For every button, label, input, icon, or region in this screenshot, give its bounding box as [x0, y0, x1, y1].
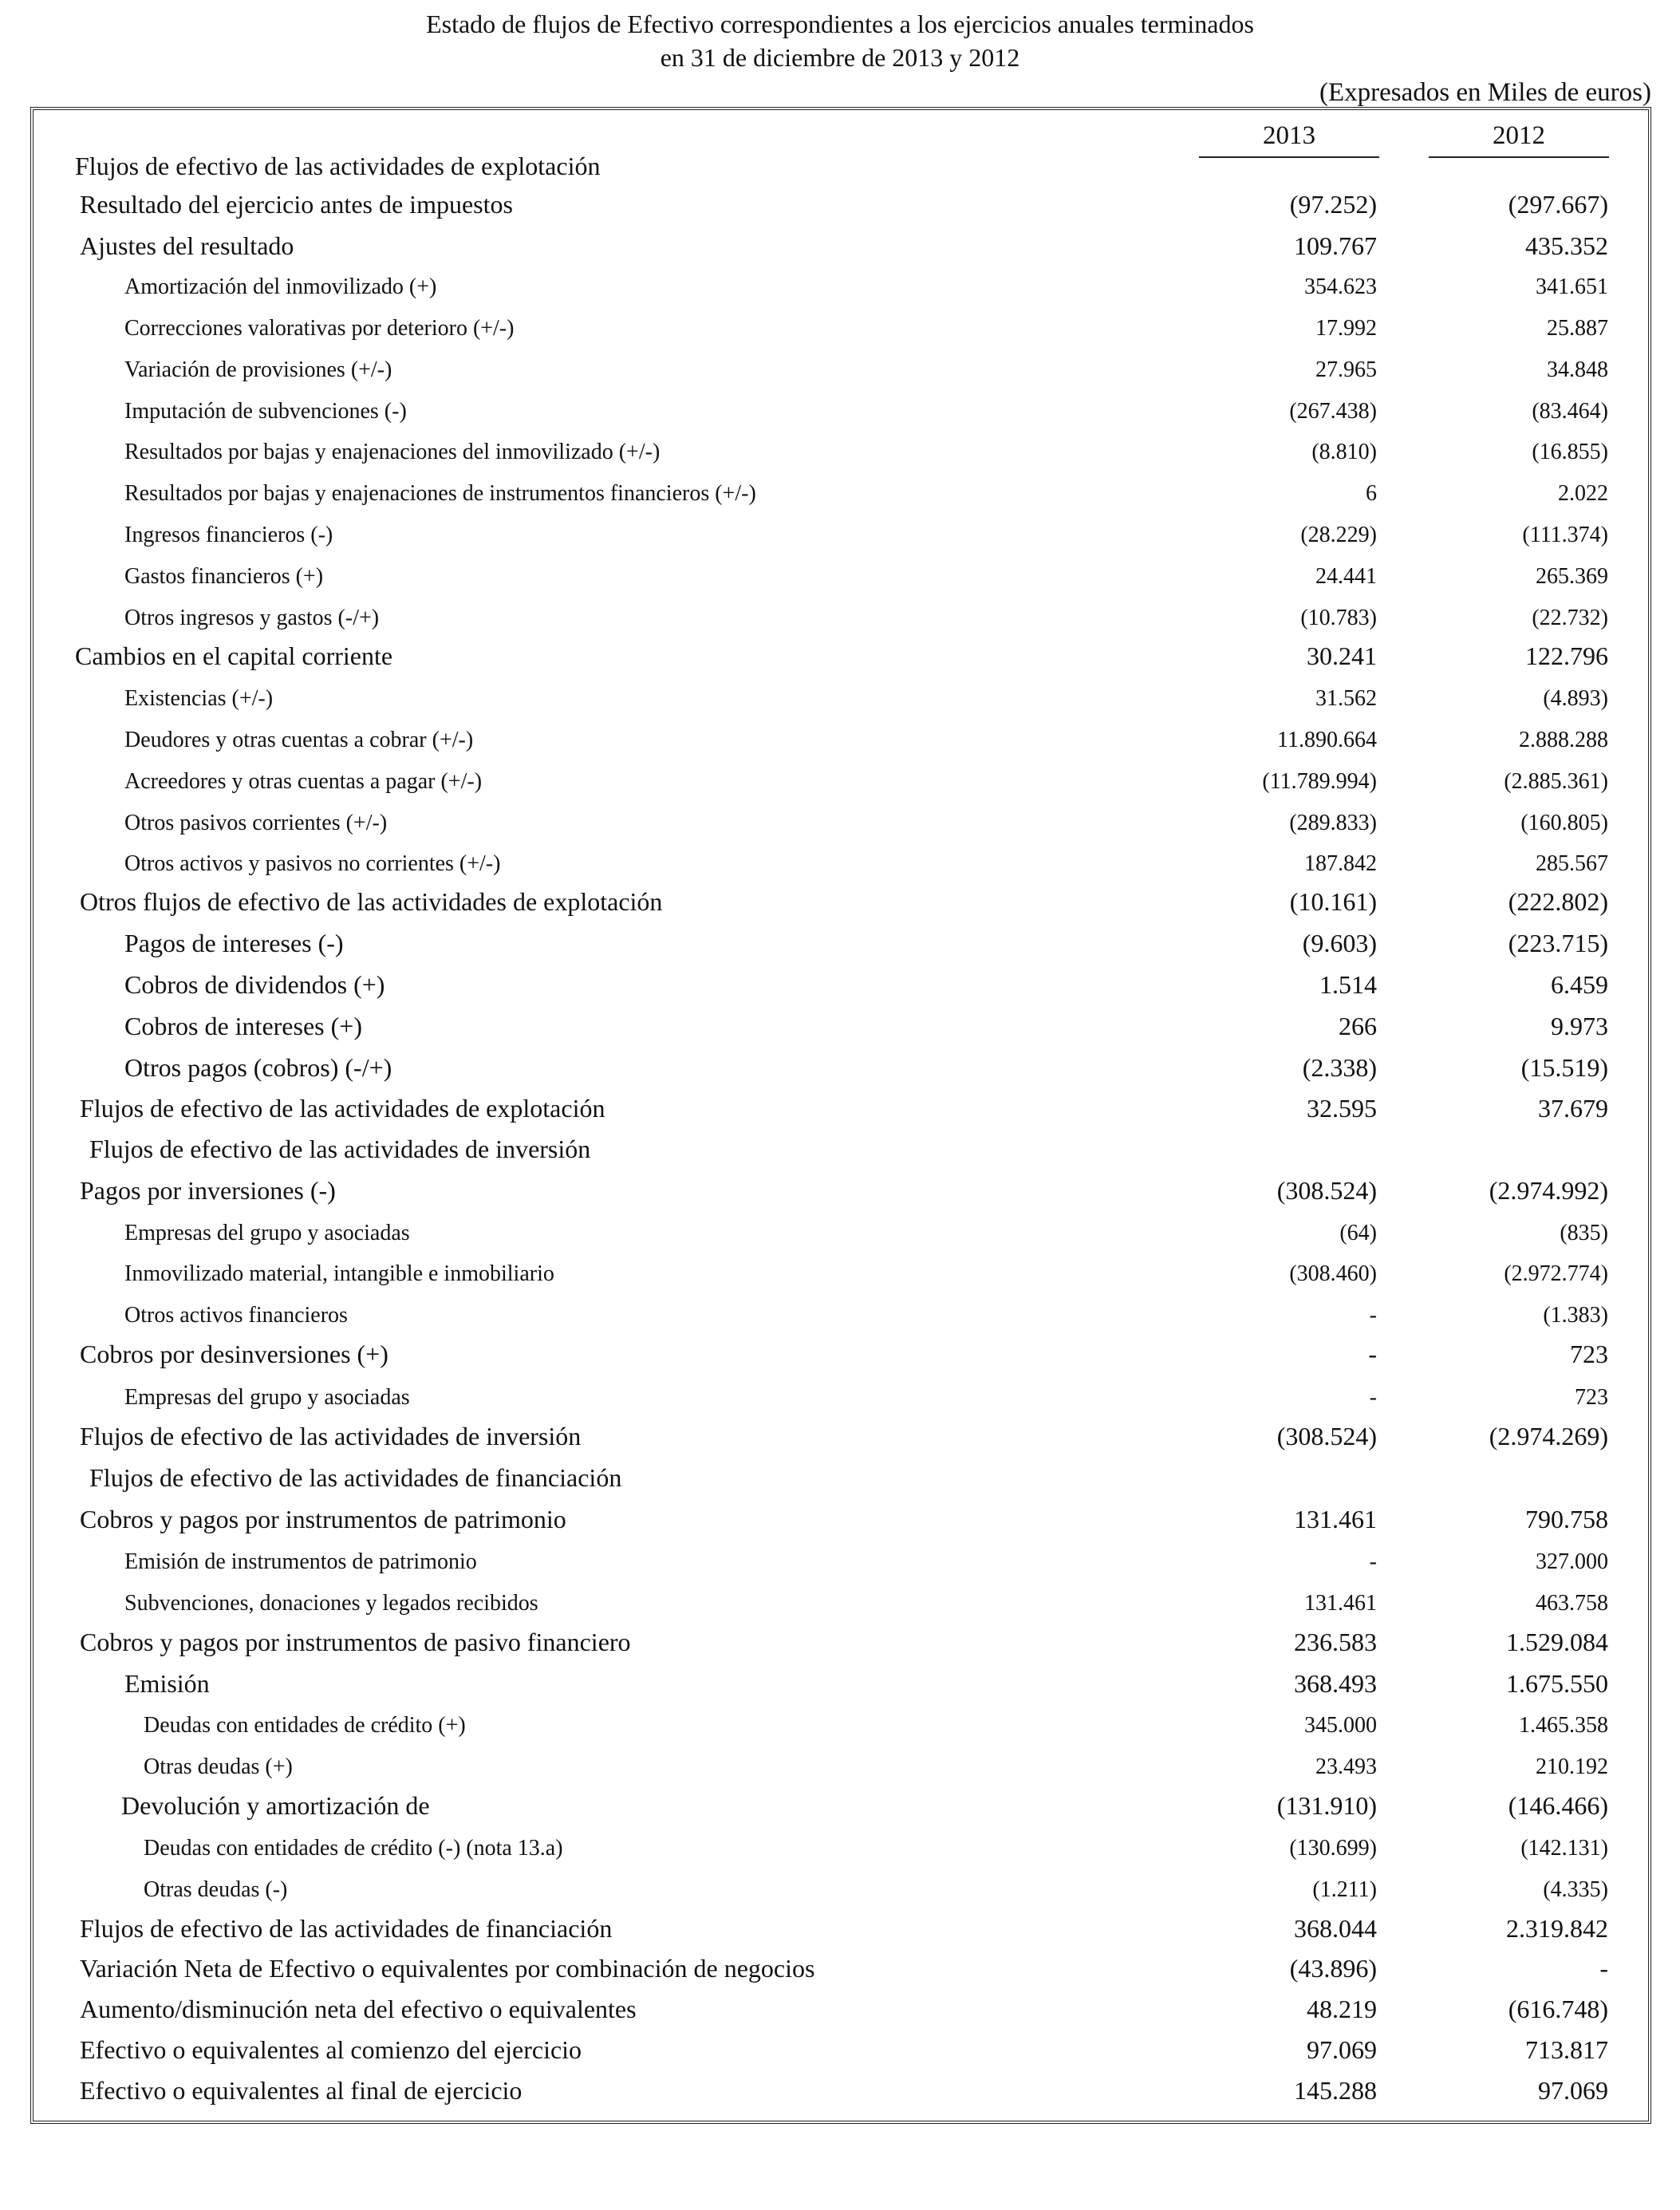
value-2012: 463.758: [1536, 1591, 1608, 1616]
value-2012: 723: [1570, 1340, 1608, 1368]
row-label: Gastos financieros (+): [124, 564, 324, 589]
value-2012: 25.887: [1547, 316, 1608, 341]
value-2012: 1.675.550: [1506, 1669, 1608, 1698]
row-label: Subvenciones, donaciones y legados recibidos: [124, 1591, 538, 1616]
table-row: [0, 600, 1680, 637]
row-label: Variación de provisiones (+/-): [124, 357, 392, 382]
column-header-2013: 2013: [1263, 121, 1315, 150]
table-row: [0, 1665, 1680, 1702]
table-row: [0, 1544, 1680, 1581]
table-row: [0, 186, 1680, 223]
value-2012: (835): [1560, 1221, 1608, 1245]
value-2013: (28.229): [1300, 523, 1377, 547]
value-2012: 327.000: [1536, 1549, 1608, 1574]
value-2012: (146.466): [1508, 1791, 1608, 1820]
table-row: [0, 846, 1680, 882]
value-2013: -: [1369, 1303, 1377, 1328]
value-2012: 6.459: [1551, 970, 1608, 999]
row-label: Pagos de intereses (-): [124, 929, 344, 957]
row-label: Cobros y pagos por instrumentos de pasivo financiero: [80, 1628, 631, 1656]
value-2013: 368.044: [1294, 1914, 1377, 1943]
value-2012: 9.973: [1551, 1012, 1608, 1040]
value-2012: (4.335): [1543, 1877, 1608, 1902]
value-2012: (616.748): [1508, 1995, 1608, 2023]
table-row: [0, 1787, 1680, 1824]
table-row: [0, 2072, 1680, 2109]
row-label: Emisión de instrumentos de patrimonio: [124, 1549, 477, 1574]
table-row: [0, 269, 1680, 306]
value-2012: 2.888.288: [1519, 728, 1608, 752]
value-2012: (2.885.361): [1504, 769, 1608, 794]
value-2012: (22.732): [1532, 606, 1608, 630]
table-row: [0, 517, 1680, 554]
table-row: [0, 148, 1680, 184]
table-row: [0, 227, 1680, 264]
row-label: Resultado del ejercicio antes de impuestos: [80, 190, 513, 219]
value-2012: 2.319.842: [1506, 1914, 1608, 1943]
value-2012: (83.464): [1532, 399, 1608, 424]
row-label: Variación Neta de Efectivo o equivalentes por combinación de negocios: [80, 1954, 815, 1983]
table-row: [0, 310, 1680, 347]
table-row: [0, 1090, 1680, 1127]
value-2012: 790.758: [1525, 1505, 1608, 1533]
value-2013: 131.461: [1294, 1505, 1377, 1533]
table-row: [0, 681, 1680, 717]
table-row: [0, 1459, 1680, 1496]
row-label: Resultados por bajas y enajenaciones de instrumentos financieros (+/-): [124, 481, 756, 506]
value-2013: -: [1369, 1385, 1377, 1410]
value-2012: 713.817: [1525, 2035, 1608, 2064]
value-2012: 265.369: [1536, 564, 1608, 589]
value-2013: 17.992: [1315, 316, 1377, 341]
value-2013: 131.461: [1304, 1591, 1377, 1616]
value-2013: (289.833): [1289, 811, 1377, 835]
table-row: [0, 764, 1680, 800]
row-label: Otros activos financieros: [124, 1303, 348, 1328]
value-2013: 145.288: [1294, 2076, 1377, 2105]
value-2012: (16.855): [1532, 440, 1608, 464]
row-label: Flujos de efectivo de las actividades de financiación: [80, 1914, 613, 1943]
table-row: [0, 1379, 1680, 1416]
value-2013: -: [1369, 1549, 1377, 1574]
row-label: Flujos de efectivo de las actividades de financiación: [89, 1463, 622, 1492]
table-row: [0, 1910, 1680, 1947]
value-2012: (1.383): [1543, 1303, 1608, 1328]
value-2012: (160.805): [1520, 811, 1608, 835]
value-2012: 34.848: [1547, 357, 1608, 382]
value-2013: 23.493: [1315, 1754, 1377, 1779]
value-2013: 6: [1366, 481, 1377, 506]
table-row: [0, 1336, 1680, 1372]
table-row: [0, 883, 1680, 920]
value-2013: (11.789.994): [1262, 769, 1377, 794]
value-2012: (297.667): [1508, 190, 1608, 219]
table-row: [0, 966, 1680, 1003]
column-header-2012: 2012: [1493, 121, 1545, 150]
value-2013: 354.623: [1304, 274, 1377, 299]
row-label: Otros pasivos corrientes (+/-): [124, 811, 388, 835]
table-row: [0, 1008, 1680, 1044]
value-2012: 2.022: [1558, 481, 1608, 506]
value-2012: 435.352: [1525, 231, 1608, 260]
value-2013: (64): [1339, 1221, 1377, 1245]
unit-note: (Expresados en Miles de euros): [1319, 78, 1651, 107]
table-row: [0, 1131, 1680, 1167]
table-row: [0, 352, 1680, 389]
value-2013: (130.699): [1289, 1836, 1377, 1861]
row-label: Deudas con entidades de crédito (+): [144, 1713, 466, 1738]
value-2012: (111.374): [1522, 523, 1608, 547]
value-2013: 32.595: [1307, 1094, 1377, 1123]
row-label: Otras deudas (+): [144, 1754, 293, 1779]
value-2013: (131.910): [1276, 1791, 1377, 1820]
row-label: Otras deudas (-): [144, 1877, 288, 1902]
table-row: [0, 1707, 1680, 1744]
table-row: [0, 637, 1680, 674]
table-row: [0, 1585, 1680, 1622]
table-row: [0, 1256, 1680, 1292]
value-2012: (2.974.992): [1489, 1176, 1608, 1205]
value-2012: 723: [1575, 1385, 1608, 1410]
value-2012: (222.802): [1508, 887, 1608, 916]
value-2013: (10.161): [1289, 887, 1377, 916]
row-label: Cobros y pagos por instrumentos de patrimonio: [80, 1505, 566, 1533]
value-2013: (308.524): [1276, 1422, 1377, 1450]
table-row: [0, 1950, 1680, 1987]
value-2013: (308.460): [1289, 1261, 1377, 1286]
value-2012: 1.465.358: [1519, 1713, 1608, 1738]
value-2013: 1.514: [1319, 970, 1377, 999]
statement-title-line2: en 31 de diciembre de 2013 y 2012: [660, 43, 1020, 72]
value-2012: -: [1599, 1954, 1608, 1983]
value-2013: (97.252): [1289, 190, 1377, 219]
value-2013: 30.241: [1307, 641, 1377, 670]
row-label: Flujos de efectivo de las actividades de inversión: [80, 1422, 582, 1450]
value-2013: 236.583: [1294, 1628, 1377, 1656]
row-label: Otros activos y pasivos no corrientes (+/-): [124, 851, 501, 876]
table-row: [0, 1830, 1680, 1867]
value-2012: (2.972.774): [1504, 1261, 1608, 1286]
value-2013: 345.000: [1304, 1713, 1377, 1738]
value-2013: 109.767: [1294, 231, 1377, 260]
table-row: [0, 393, 1680, 430]
value-2013: 24.441: [1315, 564, 1377, 589]
table-row: [0, 1501, 1680, 1537]
value-2012: 122.796: [1525, 641, 1608, 670]
table-row: [0, 722, 1680, 759]
row-label: Correcciones valorativas por deterioro (+/-): [124, 316, 515, 341]
row-label: Cobros por desinversiones (+): [80, 1340, 388, 1368]
row-label: Resultados por bajas y enajenaciones del inmovilizado (+/-): [124, 440, 661, 464]
value-2013: (308.524): [1276, 1176, 1377, 1205]
value-2013: -: [1368, 1340, 1377, 1368]
value-2012: (15.519): [1520, 1053, 1608, 1082]
row-label: Acreedores y otras cuentas a pagar (+/-): [124, 769, 483, 794]
row-label: Empresas del grupo y asociadas: [124, 1385, 410, 1410]
value-2013: (2.338): [1302, 1053, 1377, 1082]
row-label: Emisión: [124, 1669, 210, 1698]
row-label: Cobros de dividendos (+): [124, 970, 385, 999]
value-2012: 341.651: [1536, 274, 1608, 299]
value-2013: (10.783): [1300, 606, 1377, 630]
value-2012: 285.567: [1536, 851, 1608, 876]
table-row: [0, 805, 1680, 842]
value-2012: (4.893): [1543, 686, 1608, 711]
row-label: Otros flujos de efectivo de las actividades de explotación: [80, 887, 663, 916]
row-label: Amortización del inmovilizado (+): [124, 274, 437, 299]
value-2013: 368.493: [1294, 1669, 1377, 1698]
row-label: Pagos por inversiones (-): [80, 1176, 336, 1205]
row-label: Otros ingresos y gastos (-/+): [124, 606, 380, 630]
row-label: Flujos de efectivo de las actividades de inversión: [89, 1135, 591, 1163]
value-2013: (43.896): [1289, 1954, 1377, 1983]
row-label: Cobros de intereses (+): [124, 1012, 362, 1040]
row-label: Existencias (+/-): [124, 686, 274, 711]
value-2012: (142.131): [1520, 1836, 1608, 1861]
value-2012: 1.529.084: [1506, 1628, 1608, 1656]
row-label: Inmovilizado material, intangible e inmobiliario: [124, 1261, 554, 1286]
table-row: [0, 925, 1680, 961]
row-label: Efectivo o equivalentes al comienzo del ejercicio: [80, 2035, 582, 2064]
value-2012: (2.974.269): [1489, 1422, 1608, 1450]
value-2012: 210.192: [1536, 1754, 1608, 1779]
value-2013: (267.438): [1289, 399, 1377, 424]
value-2013: 266: [1339, 1012, 1377, 1040]
row-label: Devolución y amortización de: [121, 1791, 430, 1820]
value-2013: 31.562: [1315, 686, 1377, 711]
table-row: [0, 1872, 1680, 1908]
value-2013: (8.810): [1311, 440, 1377, 464]
value-2013: (1.211): [1312, 1877, 1377, 1902]
row-label: Imputación de subvenciones (-): [124, 399, 407, 424]
row-label: Deudores y otras cuentas a cobrar (+/-): [124, 728, 474, 752]
statement-title-line1: Estado de flujos de Efectivo correspondientes a los ejercicios anuales terminados: [426, 10, 1254, 38]
value-2013: 11.890.664: [1277, 728, 1377, 752]
row-label: Ingresos financieros (-): [124, 523, 333, 547]
row-label: Otros pagos (cobros) (-/+): [124, 1053, 392, 1082]
table-row: [0, 434, 1680, 471]
table-row: [0, 558, 1680, 595]
value-2013: 97.069: [1307, 2035, 1377, 2064]
table-row: [0, 1049, 1680, 1086]
value-2012: 97.069: [1538, 2076, 1608, 2105]
table-row: [0, 476, 1680, 512]
row-label: Flujos de efectivo de las actividades de explotación: [80, 1094, 605, 1123]
row-label: Empresas del grupo y asociadas: [124, 1221, 410, 1245]
value-2012: 37.679: [1538, 1094, 1608, 1123]
table-row: [0, 1215, 1680, 1252]
value-2012: (223.715): [1508, 929, 1608, 957]
row-label: Efectivo o equivalentes al final de ejercicio: [80, 2076, 523, 2105]
row-label: Cambios en el capital corriente: [75, 641, 393, 670]
table-row: [0, 1297, 1680, 1334]
table-row: [0, 1418, 1680, 1454]
table-row: [0, 1172, 1680, 1209]
value-2013: 187.842: [1304, 851, 1377, 876]
table-row: [0, 2031, 1680, 2068]
row-label: Deudas con entidades de crédito (-) (nota 13.a): [144, 1836, 563, 1861]
value-2013: 27.965: [1315, 357, 1377, 382]
table-row: [0, 1624, 1680, 1660]
value-2013: (9.603): [1302, 929, 1377, 957]
row-label: Ajustes del resultado: [80, 231, 294, 260]
row-label: Flujos de efectivo de las actividades de explotación: [75, 152, 601, 180]
row-label: Aumento/disminución neta del efectivo o equivalentes: [80, 1995, 637, 2023]
value-2013: 48.219: [1307, 1995, 1377, 2023]
table-row: [0, 1749, 1680, 1786]
table-row: [0, 1991, 1680, 2027]
